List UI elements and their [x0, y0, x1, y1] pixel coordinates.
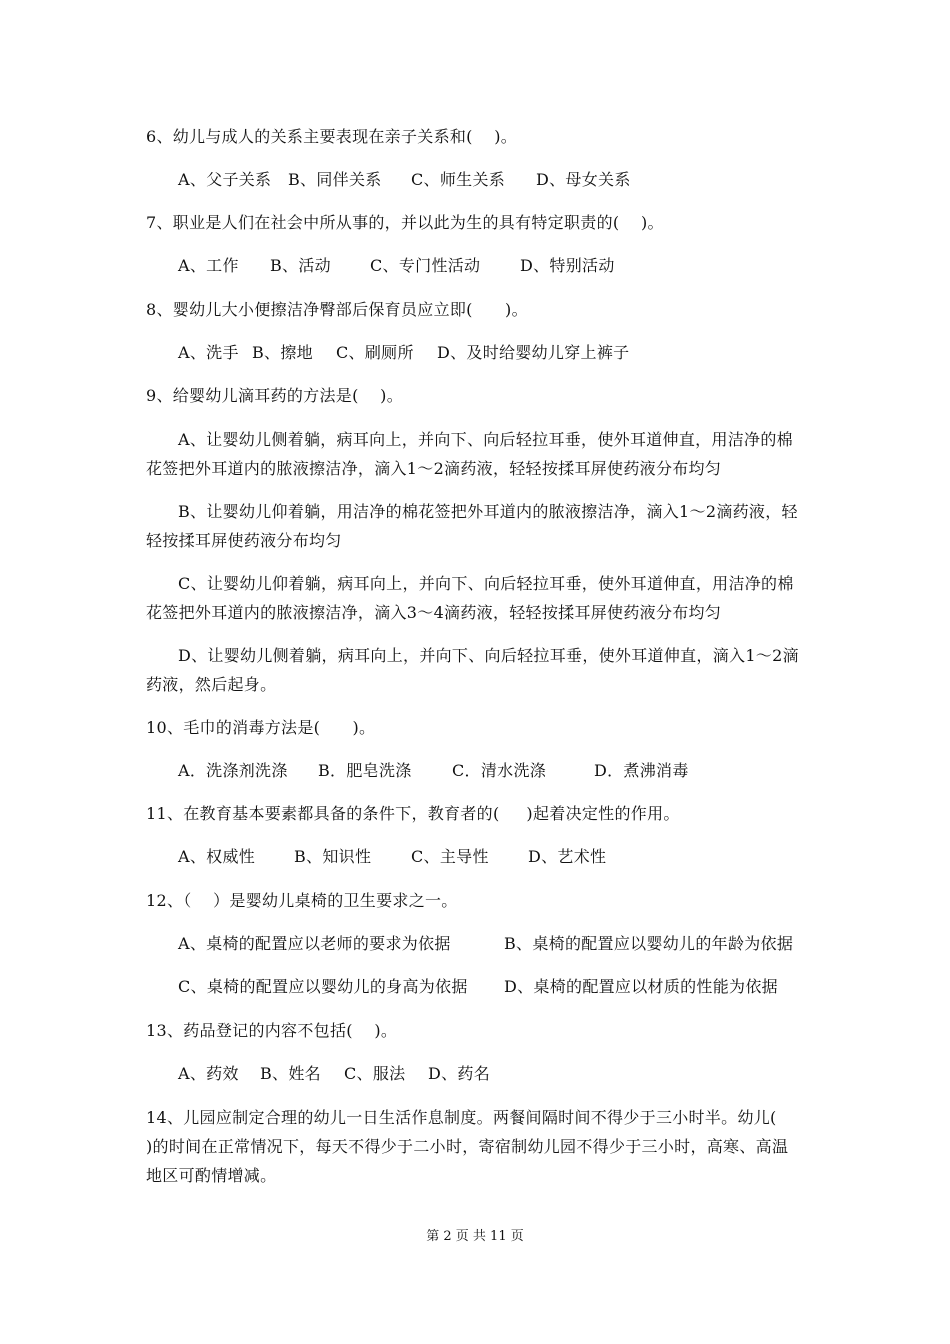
question-14-line1: 14、儿园应制定合理的幼儿一日生活作息制度。两餐间隔时间不得少于三小时半。幼儿(: [146, 1108, 777, 1127]
option-b: B、擦地: [252, 343, 313, 362]
option-d: D、药名: [428, 1064, 491, 1083]
question-9-choice-d-line1: D、让婴幼儿侧着躺，病耳向上，并向下、向后轻拉耳垂，使外耳道伸直，滴入1～2滴: [178, 646, 799, 665]
question-11: 11、在教育基本要素都具备的条件下，教育者的( )起着决定性的作用。: [146, 804, 680, 823]
question-6: 6、幼儿与成人的关系主要表现在亲子关系和( )。: [146, 127, 518, 146]
option-c: C、专门性活动: [370, 256, 481, 275]
question-7: 7、职业是人们在社会中所从事的，并以此为生的具有特定职责的( )。: [146, 213, 664, 232]
option-b: B、桌椅的配置应以婴幼儿的年龄为依据: [504, 934, 794, 953]
option-c: C、刷厕所: [336, 343, 414, 362]
option-d: D、母女关系: [536, 170, 631, 189]
option-d: D、桌椅的配置应以材质的性能为依据: [504, 977, 778, 996]
question-14-line2: )的时间在正常情况下，每天不得少于二小时，寄宿制幼儿园不得少于三小时，高寒、高温: [146, 1137, 789, 1156]
question-9-choice-c-line2: 花签把外耳道内的脓液擦洁净，滴入3～4滴药液，轻轻按揉耳屏使药液分布均匀: [146, 603, 722, 622]
option-d: D．煮沸消毒: [594, 761, 689, 780]
option-c: C、服法: [344, 1064, 406, 1083]
option-d: D、特别活动: [520, 256, 615, 275]
option-b: B、知识性: [294, 847, 372, 866]
option-c: C、主导性: [411, 847, 489, 866]
option-a: A、药效: [178, 1064, 239, 1083]
page-footer: 第 2 页 共 11 页: [426, 1229, 524, 1244]
question-9-choice-a-line2: 花签把外耳道内的脓液擦洁净，滴入1～2滴药液，轻轻按揉耳屏使药液分布均匀: [146, 459, 722, 478]
question-9-choice-c-line1: C、让婴幼儿仰着躺，病耳向上，并向下、向后轻拉耳垂，使外耳道伸直，用洁净的棉: [178, 574, 794, 593]
option-a: A、桌椅的配置应以老师的要求为依据: [178, 934, 451, 953]
question-9-choice-a-line1: A、让婴幼儿侧着躺，病耳向上，并向下、向后轻拉耳垂，使外耳道伸直，用洁净的棉: [178, 430, 793, 449]
option-c: C．清水洗涤: [452, 761, 547, 780]
option-a: A．洗涤剂洗涤: [178, 761, 288, 780]
option-b: B．肥皂洗涤: [318, 761, 412, 780]
option-a: A、洗手: [178, 343, 239, 362]
question-9-choice-d-line2: 药液，然后起身。: [146, 675, 277, 694]
option-c: C、师生关系: [411, 170, 506, 189]
question-13: 13、药品登记的内容不包括( )。: [146, 1021, 398, 1040]
option-b: B、同伴关系: [288, 170, 382, 189]
question-9-choice-b-line2: 轻按揉耳屏使药液分布均匀: [146, 531, 342, 550]
question-12: 12、（ ）是婴幼儿桌椅的卫生要求之一。: [146, 891, 458, 910]
option-d: D、艺术性: [528, 847, 607, 866]
option-a: A、父子关系: [178, 170, 272, 189]
option-d: D、及时给婴幼儿穿上裤子: [437, 343, 630, 362]
option-c: C、桌椅的配置应以婴幼儿的身高为依据: [178, 977, 468, 996]
question-14-line3: 地区可酌情增减。: [146, 1166, 277, 1185]
question-9: 9、给婴幼儿滴耳药的方法是( )。: [146, 386, 404, 405]
option-b: B、活动: [270, 256, 331, 275]
question-9-choice-b-line1: B、让婴幼儿仰着躺，用洁净的棉花签把外耳道内的脓液擦洁净，滴入1～2滴药液，轻: [178, 502, 798, 521]
option-a: A、工作: [178, 256, 239, 275]
option-a: A、权威性: [178, 847, 256, 866]
option-b: B、姓名: [260, 1064, 321, 1083]
question-10: 10、毛巾的消毒方法是( )。: [146, 718, 376, 737]
question-8: 8、婴幼儿大小便擦洁净臀部后保育员应立即( )。: [146, 300, 528, 319]
